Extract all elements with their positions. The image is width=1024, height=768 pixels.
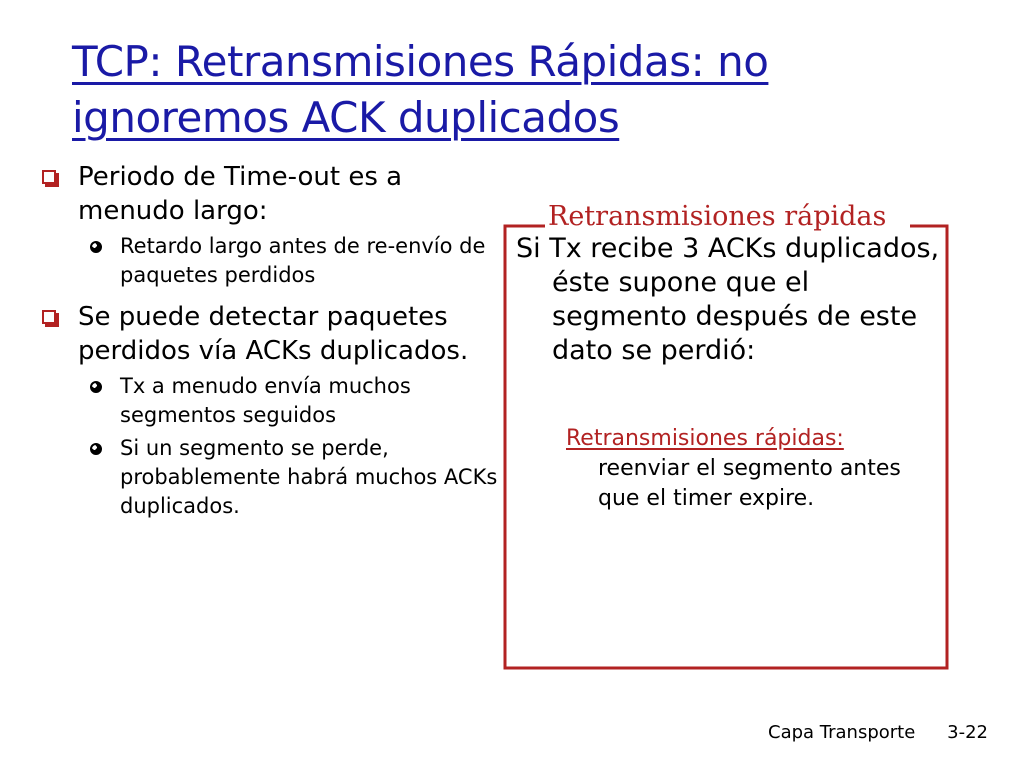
sub-bullet-text: Retardo largo antes de re-envío de paquetes perdidos xyxy=(120,234,486,287)
callout-subitem-lead: Retransmisiones rápidas: xyxy=(566,426,844,451)
callout-box-subitem xyxy=(566,424,936,514)
page-number: 3-22 xyxy=(947,722,988,743)
sub-bullet-text: Si un segmento se perde, probablemente habrá muchos ACKs duplicados. xyxy=(120,436,498,518)
callout-box-body xyxy=(516,232,946,368)
square-bullet-icon xyxy=(42,170,56,184)
sub-bullet-text: Tx a menudo envía muchos segmentos seguidos xyxy=(120,374,411,427)
sub-bullet-item xyxy=(40,232,500,290)
slide-title: TCP: Retransmisiones Rápidas: no ignoremos ACK duplicados xyxy=(72,37,769,142)
circle-bullet-icon xyxy=(90,443,102,455)
bullet-text: Se puede detectar paquetes perdidos vía ACKs duplicados. xyxy=(78,302,469,366)
callout-box-text: Si Tx recibe 3 ACKs duplicados, éste supone que el segmento después de este dato se perdió: xyxy=(516,233,940,366)
sub-bullet-item xyxy=(40,372,500,430)
circle-bullet-icon xyxy=(90,381,102,393)
bullet-item xyxy=(40,300,500,368)
callout-box-title: Retransmisiones rápidas xyxy=(548,201,887,232)
left-column xyxy=(40,160,500,521)
bullet-text: Periodo de Time-out es a menudo largo: xyxy=(78,162,403,226)
footer-section: Capa Transporte xyxy=(768,722,916,743)
callout-subitem-text: reenviar el segmento antes que el timer expire. xyxy=(598,456,901,511)
sub-bullet-item xyxy=(40,434,500,521)
square-bullet-icon xyxy=(42,310,56,324)
bullet-item xyxy=(40,160,500,228)
circle-bullet-icon xyxy=(90,241,102,253)
slide-footer xyxy=(768,722,988,744)
